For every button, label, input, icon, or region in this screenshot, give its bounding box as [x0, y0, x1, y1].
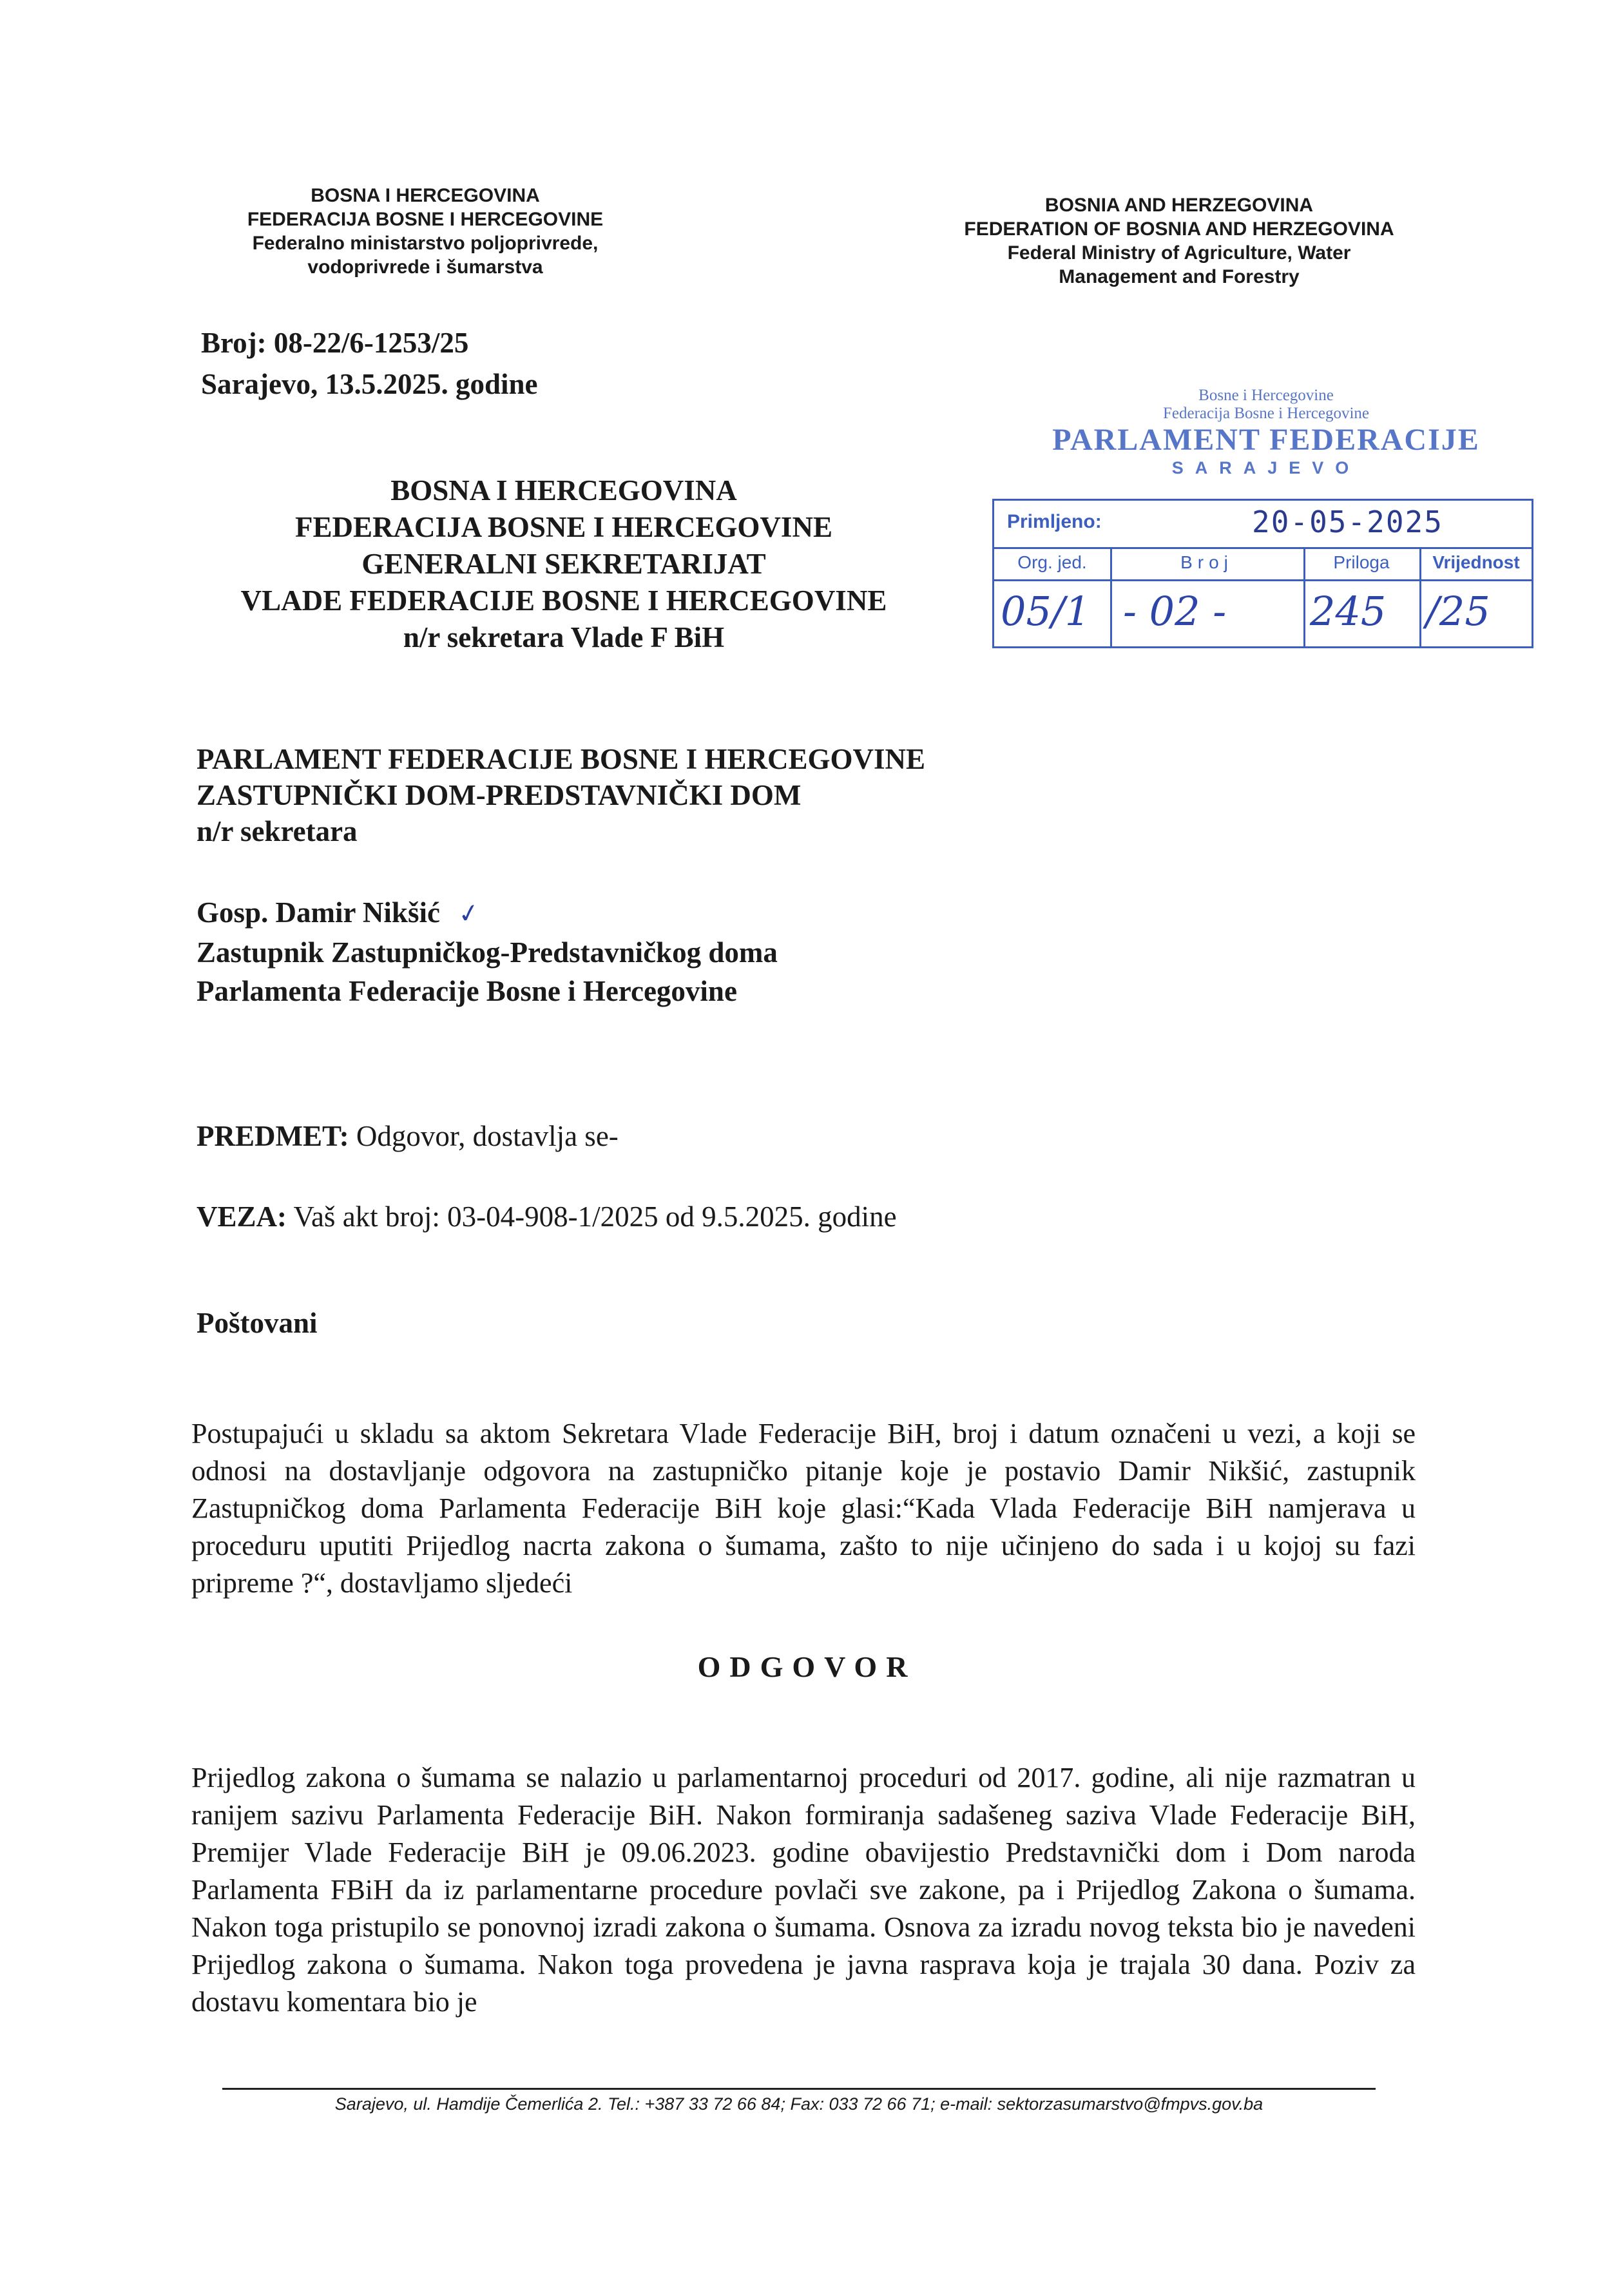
recipient-name: Gosp. Damir Nikšić	[197, 896, 440, 929]
stamp-val-broj: - 02 -	[1123, 588, 1227, 635]
stamp-val-org: 05/1	[1001, 588, 1091, 635]
recipient-government-secretariat	[193, 472, 934, 656]
letterhead-left	[193, 184, 657, 279]
letterhead-right-line: Federal Ministry of Agriculture, Water	[1007, 242, 1351, 264]
recipient-line: GENERALNI SEKRETARIJAT	[361, 548, 766, 580]
footer-divider	[222, 2088, 1376, 2090]
reference-link-label: VEZA:	[197, 1201, 287, 1233]
intro-paragraph: Postupajući u skladu sa aktom Sekretara Vlade Federacije BiH, broj i datum označeni u vezi, a koji se odnosi na dostavljanje odgovora na zastupničko pitanje koje je postavio Damir Nikšić, zastupnik Zastupničkog doma Parlamenta Federacije BiH koje glasi:“Kada Vlada Federacije BiH namjerava u proceduru uputiti Prijedlog nacrta zakona o šumama, zašto to nije učinjeno do sada i u kojoj su fazi pripreme ?“, dostavljamo sljedeći	[191, 1418, 1416, 1599]
footer-contact: Sarajevo, ul. Hamdije Čemerlića 2. Tel.: +387 33 72 66 84; Fax: 033 72 66 71; e-mail: sektorzasumarstvo@fmpvs.gov.ba	[334, 2094, 1263, 2114]
stamp-values-row	[994, 581, 1532, 648]
reference-place-date: Sarajevo, 13.5.2025. godine	[201, 368, 538, 400]
stamp-received-label: Primljeno:	[1007, 511, 1102, 532]
answer-paragraph: Prijedlog zakona o šumama se nalazio u parlamentarnoj proceduri od 2017. godine, ali nije razmatran u ranijem sazivu Parlamenta Federacije BiH. Nakon formiranja sadašeneg saziva Vlade Federacije BiH, Premijer Vlade Federacije BiH je 09.06.2023. godine obavijestio Predstavnički dom i Dom naroda Parlamenta FBiH da iz parlamentarne procedure povlači sve zakone, pa i Prijedlog Zakona o šumama. Nakon toga pristupilo se ponovnoj izradi zakona o šumama. Osnova za izradu novog teksta bio je navedeni Prijedlog zakona o šumama. Nakon toga provedena je javna rasprava koja je trajala 30 dana. Poziv za dostavu komentara bio je	[191, 1762, 1416, 2018]
recipient-line: n/r sekretara	[197, 815, 358, 847]
subject-text: Odgovor, dostavlja se-	[356, 1120, 619, 1152]
stamp-line: Federacija Bosne i Hercegovine	[1162, 405, 1369, 422]
stamp-divider	[1110, 547, 1112, 648]
stamp-col-priloga: Priloga	[1333, 552, 1390, 572]
stamp-divider	[1303, 547, 1305, 648]
stamp-city: SARAJEVO	[1171, 458, 1361, 478]
recipient-line: Zastupnik Zastupničkog-Predstavničkog doma	[197, 936, 778, 969]
stamp-divider	[1419, 547, 1421, 648]
stamp-col-vrijednost: Vrijednost	[1432, 552, 1520, 572]
recipient-line: PARLAMENT FEDERACIJE BOSNE I HERCEGOVINE	[197, 743, 925, 775]
check-mark-icon: ✓	[456, 897, 483, 930]
recipient-representative	[197, 893, 778, 1010]
received-stamp-header	[986, 387, 1546, 478]
letterhead-right	[921, 193, 1437, 289]
received-stamp-table	[992, 499, 1533, 648]
subject-label: PREDMET:	[197, 1120, 349, 1152]
recipient-line: n/r sekretara Vlade F BiH	[403, 621, 725, 653]
answer-heading: ODGOVOR	[697, 1650, 917, 1683]
reference-link-line	[197, 1199, 897, 1235]
reference-block	[201, 322, 538, 405]
letterhead-right-line: FEDERATION OF BOSNIA AND HERZEGOVINA	[964, 218, 1394, 240]
salutation: Poštovani	[197, 1307, 318, 1339]
stamp-val-priloga: 245	[1310, 588, 1387, 635]
stamp-received-date: 20-05-2025	[1252, 505, 1443, 539]
stamp-line: Bosne i Hercegovine	[1198, 387, 1334, 404]
letterhead-left-line: vodoprivrede i šumarstva	[307, 256, 543, 278]
reference-link-text: Vaš akt broj: 03-04-908-1/2025 od 9.5.2025. godine	[293, 1201, 897, 1233]
letterhead-left-line: BOSNA I HERCEGOVINA	[311, 185, 540, 206]
letterhead-left-line: FEDERACIJA BOSNE I HERCEGOVINE	[247, 209, 604, 230]
stamp-received-row	[994, 501, 1532, 549]
recipient-line: Parlamenta Federacije Bosne i Hercegovine	[197, 975, 737, 1007]
recipient-line: FEDERACIJA BOSNE I HERCEGOVINE	[295, 511, 832, 543]
recipient-line: BOSNA I HERCEGOVINA	[390, 474, 737, 506]
stamp-col-org: Org. jed.	[1017, 552, 1087, 572]
letterhead-right-line: BOSNIA AND HERZEGOVINA	[1044, 195, 1314, 216]
stamp-col-broj: Broj	[1180, 552, 1233, 572]
subject-line	[197, 1118, 619, 1154]
recipient-line: ZASTUPNIČKI DOM-PREDSTAVNIČKI DOM	[197, 779, 802, 811]
letterhead-right-line: Management and Forestry	[1059, 266, 1300, 287]
recipient-line: VLADE FEDERACIJE BOSNE I HERCEGOVINE	[240, 584, 887, 617]
letterhead-left-line: Federalno ministarstvo poljoprivrede,	[252, 233, 599, 254]
stamp-title: PARLAMENT FEDERACIJE	[1052, 423, 1480, 457]
recipient-parliament	[197, 741, 925, 849]
stamp-column-headers	[994, 547, 1532, 581]
recipient-name-line	[197, 893, 778, 933]
stamp-val-vrijednost: /25	[1426, 588, 1490, 635]
reference-number: Broj: 08-22/6-1253/25	[201, 327, 469, 359]
